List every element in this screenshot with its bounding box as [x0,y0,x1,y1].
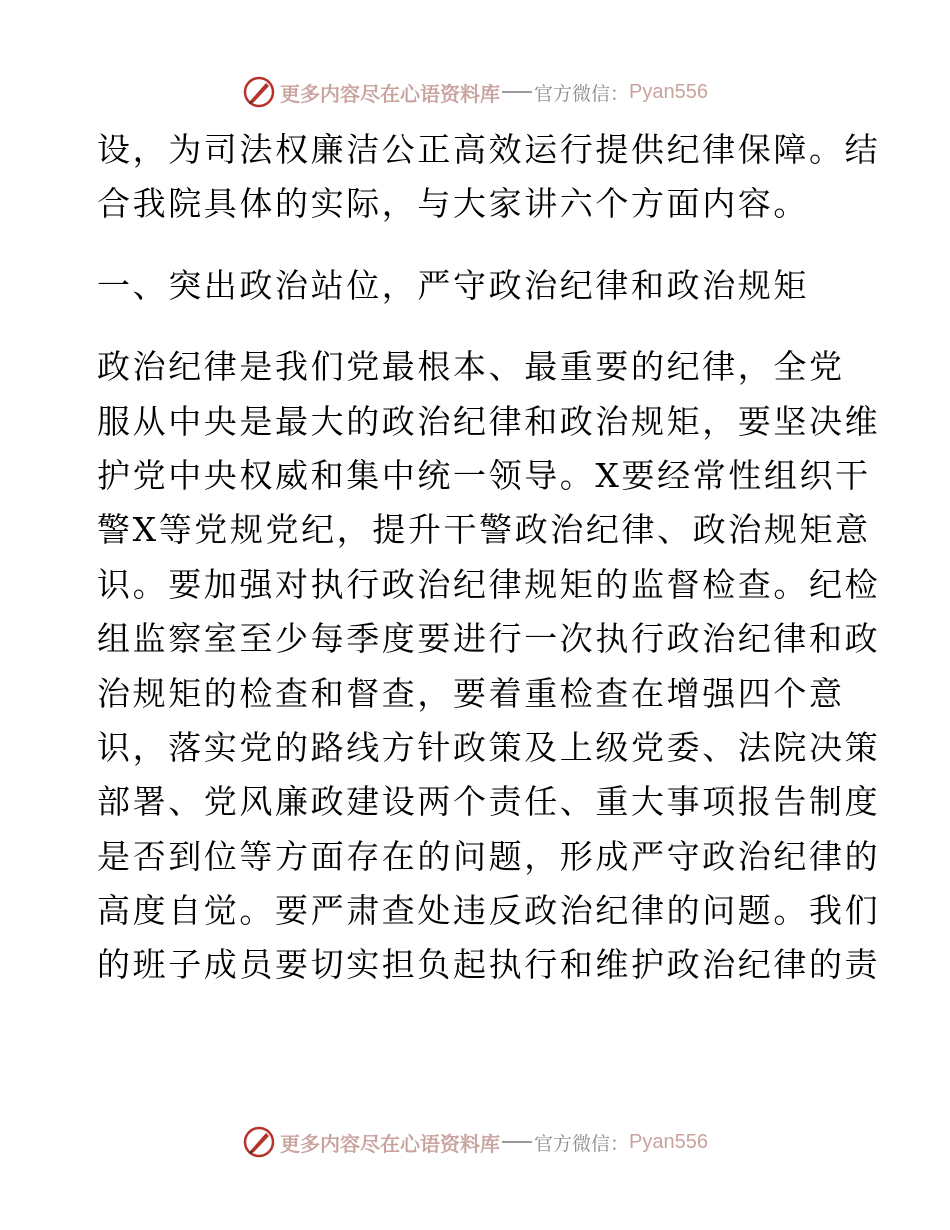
watermark-handle: Pyan556 [629,80,708,103]
watermark-dash [502,91,532,93]
pen-quill-icon [242,75,276,109]
text-line: 护党中央权威和集中统一领导。X要经常性组织干 [97,455,871,495]
text-line: 合我院具体的实际，与大家讲六个方面内容。 [97,184,809,224]
watermark-brand: 更多内容尽在心语资料库 [280,81,500,106]
text-line: 部署、党风廉政建设两个责任、重大事项报告制度 [97,782,881,822]
text-line: 识。要加强对执行政治纪律规矩的监督检查。纪检 [97,564,881,604]
pen-quill-icon [242,1125,276,1159]
text-line: 组监察室至少每季度要进行一次执行政治纪律和政 [97,619,881,659]
text-line: 警X等党规党纪，提升干警政治纪律、政治规矩意 [97,510,871,550]
text-line: 政治纪律是我们党最根本、最重要的纪律，全党 [97,347,845,387]
text-line: 识，落实党的路线方针政策及上级党委、法院决策 [97,727,881,767]
text-line: 设，为司法权廉洁公正高效运行提供纪律保障。结 [97,130,881,169]
document-body [97,123,881,993]
text-line: 治规矩的检查和督查，要着重检查在增强四个意 [97,673,845,713]
text-line: 的班子成员要切实担负起执行和维护政治纪律的责 [97,945,881,985]
watermark-handle: Pyan556 [629,1130,708,1153]
text-line: 高度自觉。要严肃查处违反政治纪律的问题。我们 [97,891,881,931]
header-watermark [0,72,950,112]
watermark-dash [502,1141,532,1143]
footer-watermark [0,1122,950,1162]
watermark-official: 官方微信： [534,82,630,105]
watermark-brand: 更多内容尽在心语资料库 [280,1131,500,1156]
text-line: 服从中央是最大的政治纪律和政治规矩，要坚决维 [97,401,881,441]
section-heading: 一、突出政治站位，严守政治纪律和政治规矩 [97,265,809,305]
watermark-official: 官方微信： [534,1132,630,1155]
text-line: 是否到位等方面存在的问题，形成严守政治纪律的 [97,836,881,876]
